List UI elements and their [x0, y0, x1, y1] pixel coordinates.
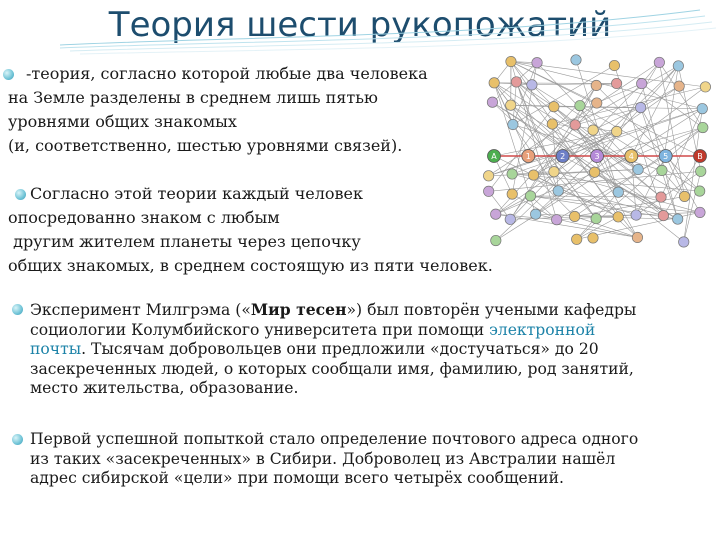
person-node	[532, 58, 542, 68]
text-line: на Земле разделены в среднем лишь пятью	[8, 88, 378, 107]
text-line	[30, 300, 710, 321]
text-line: Первой успешной попыткой стало определение почтового адреса одного	[30, 430, 639, 448]
text-line: (и, соответственно, шестью уровнями связей).	[8, 136, 403, 155]
person-node	[507, 169, 517, 179]
text-line: опосредованно знаком с любым	[8, 208, 280, 227]
person-node	[570, 120, 580, 130]
bullet-icon	[12, 434, 23, 445]
chain-node-label: A	[491, 152, 497, 161]
person-node	[591, 80, 601, 90]
chain-node-label: 1	[525, 152, 531, 161]
person-node	[508, 119, 518, 129]
person-node	[700, 82, 710, 92]
text-segment: социологии Колумбийского университета при помощи	[30, 320, 490, 339]
chain-node-label: 2	[560, 152, 566, 161]
text-line: адрес сибирской «цели» при помощи всего четырёх сообщений.	[30, 469, 564, 487]
person-node	[696, 166, 706, 176]
person-node	[589, 167, 599, 177]
network-edge	[659, 62, 702, 127]
person-node	[672, 214, 682, 224]
text-line: из таких «засекреченных» в Сибири. Доброволец из Австралии нашёл	[30, 449, 616, 468]
chain-node-label: 5	[663, 152, 669, 161]
person-node	[611, 78, 621, 88]
person-node	[674, 81, 684, 91]
person-node	[695, 207, 705, 217]
paragraph-definition	[8, 62, 478, 158]
person-node	[631, 210, 641, 220]
person-node	[679, 191, 689, 201]
person-node	[549, 101, 559, 111]
paragraph-result	[30, 430, 710, 489]
person-node	[698, 122, 708, 132]
person-node	[637, 78, 647, 88]
bullet-icon	[12, 304, 23, 315]
person-node	[633, 164, 643, 174]
person-node	[658, 210, 668, 220]
person-node	[487, 97, 497, 107]
person-node	[592, 98, 602, 108]
person-node	[483, 171, 493, 181]
text-line: засекреченных людей, о которых сообщали имя, фамилию, род занятий,	[30, 359, 634, 378]
person-node	[571, 234, 581, 244]
person-node	[679, 237, 689, 247]
text-line	[30, 321, 710, 341]
text-segment: . Тысячам добровольцев они предложили «достучаться» до 20	[81, 340, 599, 358]
person-node	[694, 186, 704, 196]
text-line: уровнями общих знакомых	[8, 112, 237, 131]
person-node	[613, 212, 623, 222]
person-node	[635, 102, 645, 112]
text-segment: Эксперимент Милгрэма («	[30, 301, 251, 319]
person-node	[654, 57, 664, 67]
person-node	[697, 103, 707, 113]
person-node	[673, 61, 683, 71]
text-line: другим жителем планеты через цепочку	[8, 232, 361, 251]
network-edge	[513, 125, 558, 191]
person-node	[489, 78, 499, 88]
slide-title: Теория шести рукопожатий	[108, 5, 612, 45]
person-node	[547, 119, 557, 129]
person-node	[588, 233, 598, 243]
person-node	[528, 170, 538, 180]
person-node	[591, 213, 601, 223]
person-node	[657, 165, 667, 175]
person-node	[656, 192, 666, 202]
person-node	[527, 80, 537, 90]
text-line: -теория, согласно которой любые два человека	[26, 64, 428, 83]
person-node	[569, 211, 579, 221]
person-node	[632, 232, 642, 242]
text-line: Согласно этой теории каждый человек	[30, 184, 364, 203]
chain-node-label: B	[697, 152, 703, 161]
person-node	[506, 100, 516, 110]
person-node	[609, 60, 619, 70]
text-segment: ») был повторён учеными кафедры	[346, 301, 637, 319]
text-line: общих знакомых, в среднем состоящую из пяти человек.	[8, 256, 493, 275]
network-edge	[552, 124, 616, 131]
chain-node-label: 4	[628, 152, 634, 161]
person-node	[613, 187, 623, 197]
network-edge	[575, 216, 638, 237]
chain-node-label: 3	[594, 152, 600, 161]
text-line	[30, 340, 710, 360]
person-node	[612, 126, 622, 136]
person-node	[571, 55, 581, 65]
email-link[interactable]: электронной	[489, 320, 596, 339]
text-line: место жительства, образование.	[30, 379, 299, 397]
person-node	[506, 56, 516, 66]
person-node	[575, 100, 585, 110]
email-link[interactable]: почты	[30, 340, 82, 358]
paragraph-theory	[8, 182, 568, 278]
person-node	[588, 125, 598, 135]
person-node	[511, 77, 521, 87]
person-node	[549, 167, 559, 177]
emphasis-text: Мир тесен	[250, 300, 347, 319]
paragraph-experiment	[30, 300, 710, 399]
